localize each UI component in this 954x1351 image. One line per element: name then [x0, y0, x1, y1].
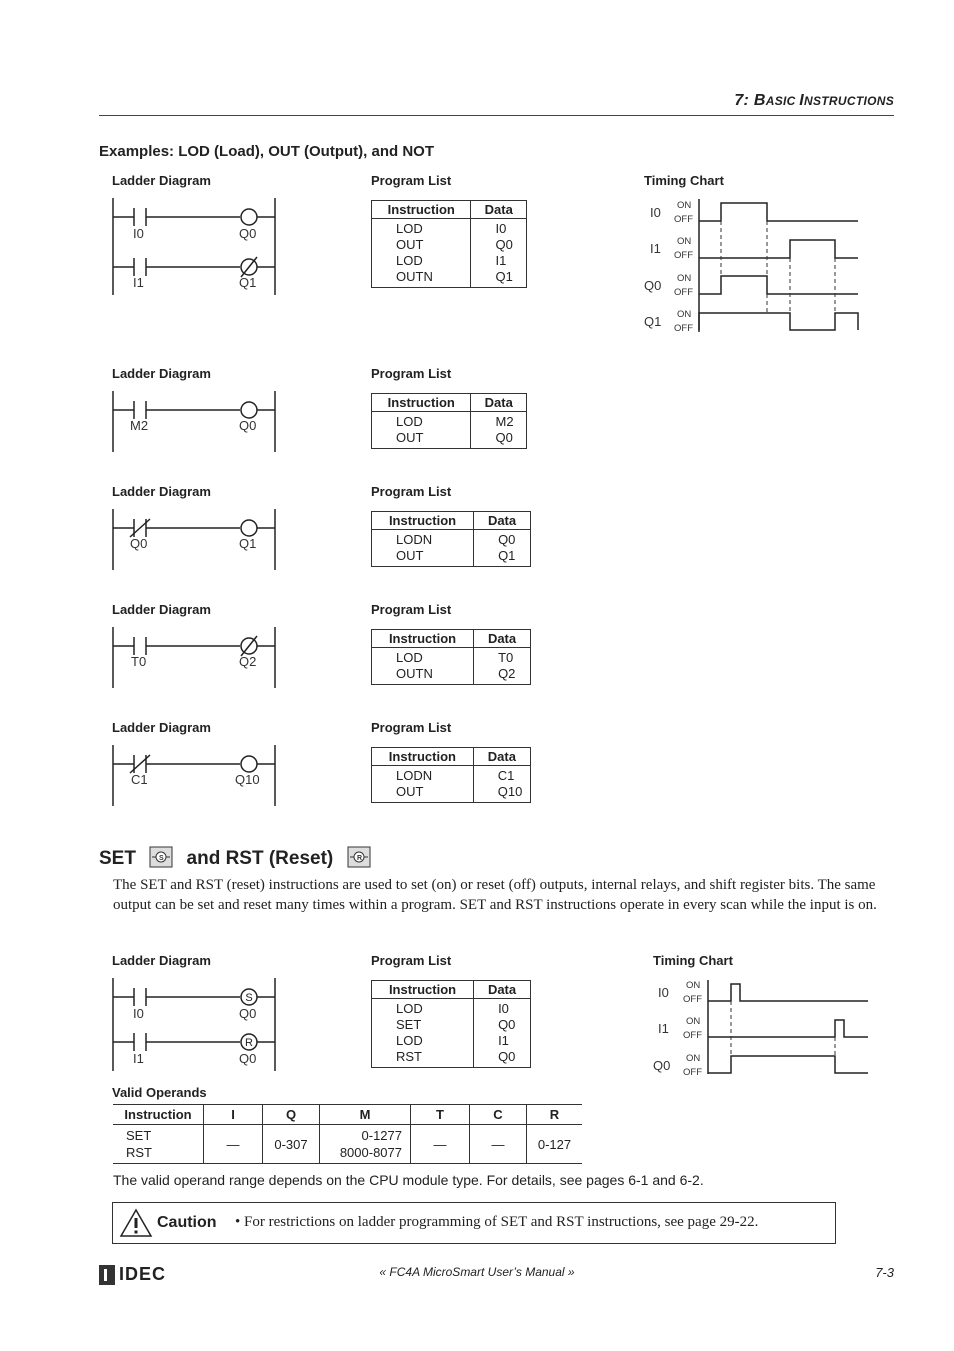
signal-label: Q1	[644, 314, 662, 329]
contact-label: I1	[133, 275, 144, 290]
timing-chart	[640, 196, 865, 338]
ladder-label: Ladder Diagram	[112, 720, 211, 735]
svg-text:ON: ON	[686, 1053, 701, 1064]
set-rst-heading: SET S and RST (Reset) R	[99, 846, 371, 870]
valid-operands-label: Valid Operands	[112, 1085, 207, 1100]
ladder-label: Ladder Diagram	[112, 484, 211, 499]
coil-label: Q1	[239, 275, 257, 290]
set-button-icon	[149, 846, 173, 868]
ladder-diagram	[108, 624, 283, 692]
signal-label: I0	[650, 205, 661, 220]
svg-text:ON: ON	[686, 1016, 701, 1027]
svg-text:ON: ON	[677, 200, 692, 211]
program-label: Program List	[371, 602, 452, 617]
rst-button-icon	[347, 846, 371, 868]
program-list: Instruction Data LOD OUT LOD OUTN I0 Q0 I1 Q1	[371, 200, 527, 288]
svg-text:S: S	[159, 855, 164, 862]
svg-text:ON: ON	[686, 980, 701, 991]
contact-label: I0	[133, 226, 144, 241]
ladder-diagram	[108, 388, 283, 456]
ladder-label: Ladder Diagram	[112, 173, 211, 188]
coil-label: Q0	[239, 418, 257, 433]
signal-label: I1	[650, 241, 661, 256]
operand-note: The valid operand range depends on the CPU module type. For details, see pages 6-1 and 6-2.	[113, 1172, 704, 1188]
signal-label: I0	[658, 985, 669, 1000]
warning-icon	[119, 1208, 153, 1238]
coil-label: Q0	[239, 226, 257, 241]
svg-text:OFF: OFF	[674, 250, 693, 261]
contact-label: Q0	[130, 536, 148, 551]
svg-text:OFF: OFF	[674, 287, 693, 298]
svg-text:R: R	[356, 855, 362, 862]
program-label: Program List	[371, 720, 452, 735]
program-label: Program List	[371, 173, 452, 188]
header-rule	[99, 115, 894, 116]
contact-label: C1	[131, 772, 148, 787]
svg-text:ON: ON	[677, 236, 692, 247]
contact-label: M2	[130, 418, 149, 433]
svg-text:OFF: OFF	[674, 214, 693, 225]
ladder-diagram	[108, 506, 283, 574]
page-number: 7-3	[875, 1265, 894, 1280]
svg-text:OFF: OFF	[683, 1067, 702, 1077]
program-label: Program List	[371, 484, 452, 499]
program-list: Instruction Data LODN OUT Q0 Q1	[371, 511, 531, 567]
svg-text:OFF: OFF	[683, 994, 702, 1005]
caution-title: Caution	[157, 1214, 217, 1231]
ladder-label: Ladder Diagram	[112, 602, 211, 617]
program-label: Program List	[371, 953, 452, 968]
ladder-diagram	[108, 742, 283, 810]
timing-chart	[650, 977, 872, 1077]
timing-label: Timing Chart	[644, 173, 724, 188]
ladder-diagram	[108, 195, 283, 300]
caution-text: • For restrictions on ladder programming of SET and RST instructions, see page 29-22.	[235, 1214, 759, 1230]
program-label: Program List	[371, 366, 452, 381]
contact-label: I0	[133, 1006, 144, 1021]
program-list: Instruction Data LOD SET LOD RST I0 Q0 I1 Q0	[371, 980, 531, 1068]
program-list: Instruction Data LODN OUT C1 Q10	[371, 747, 531, 803]
program-list: Instruction Data LOD OUTN T0 Q2	[371, 629, 531, 685]
coil-label: Q1	[239, 536, 257, 551]
chapter-title: 7: BASIC INSTRUCTIONS	[734, 92, 894, 109]
signal-label: I1	[658, 1021, 669, 1036]
caution-box	[112, 1202, 836, 1244]
section-heading: Examples: LOD (Load), OUT (Output), and NOT	[99, 143, 434, 160]
program-list: Instruction Data LOD OUT M2 Q0	[371, 393, 527, 449]
set-rst-description: The SET and RST (reset) instructions are used to set (on) or reset (off) outputs, internal relays, and shift register bits. The same output can be set and reset many times within a program. SET and RST instructions operate in every scan while the input is on.	[113, 877, 877, 913]
idec-logo: IDEC	[99, 1263, 166, 1285]
svg-text:OFF: OFF	[674, 323, 693, 334]
svg-text:R: R	[245, 1037, 253, 1049]
coil-label: Q0	[239, 1006, 257, 1021]
svg-text:OFF: OFF	[683, 1030, 702, 1041]
coil-label: Q0	[239, 1051, 257, 1066]
ladder-label: Ladder Diagram	[112, 366, 211, 381]
valid-operands-table: Instruction I Q M T C R SET RST — 0-307 0-1277 8000-8077 — — 0-127	[113, 1104, 582, 1164]
coil-label: Q10	[235, 772, 260, 787]
signal-label: Q0	[644, 278, 662, 293]
svg-text:S: S	[245, 992, 253, 1004]
svg-text:ON: ON	[677, 309, 692, 320]
timing-label: Timing Chart	[653, 953, 733, 968]
signal-label: Q0	[653, 1058, 671, 1073]
coil-label: Q2	[239, 654, 257, 669]
ladder-label: Ladder Diagram	[112, 953, 211, 968]
contact-label: T0	[131, 654, 147, 669]
contact-label: I1	[133, 1051, 144, 1066]
ladder-diagram	[108, 975, 283, 1075]
manual-title: « FC4A MicroSmart User’s Manual »	[379, 1265, 575, 1279]
svg-text:ON: ON	[677, 273, 692, 284]
